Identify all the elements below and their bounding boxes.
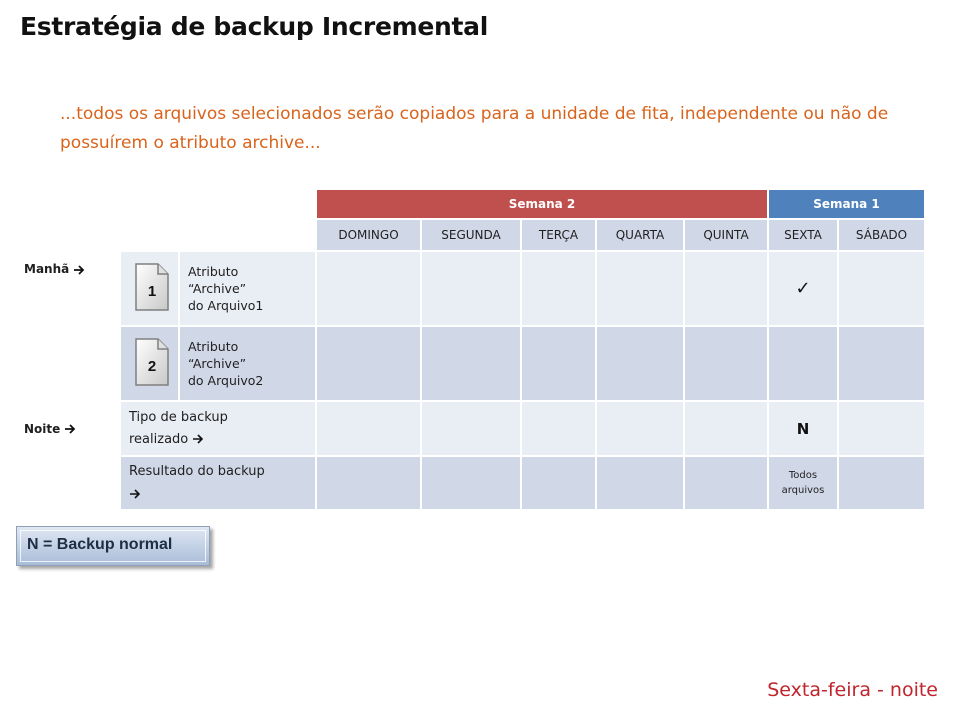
file-2-number: 2 xyxy=(147,358,157,375)
grid-cell xyxy=(316,456,421,510)
grid-cell xyxy=(684,326,768,401)
label-line: Resultado do backup xyxy=(129,464,265,479)
result-line: arquivos xyxy=(781,485,825,496)
grid-cell-sexta xyxy=(768,456,838,510)
day-header: TERÇA xyxy=(521,219,596,251)
grid-cell xyxy=(421,251,521,326)
grid-cell xyxy=(421,456,521,510)
grid-cell-sexta xyxy=(768,326,838,401)
backup-schedule-table xyxy=(16,188,926,511)
attr-line: “Archive” xyxy=(188,356,247,371)
label-line: realizado xyxy=(129,431,189,447)
page-title: Estratégia de backup Incremental xyxy=(20,12,489,41)
grid-cell-sexta xyxy=(768,401,838,456)
file-2-attribute-label xyxy=(179,326,316,401)
week-2-header: Semana 2 xyxy=(316,189,768,219)
check-icon: ✓ xyxy=(795,278,811,299)
grid-cell xyxy=(838,326,925,401)
grid-cell xyxy=(521,326,596,401)
footer-caption: Sexta-feira - noite xyxy=(767,679,938,701)
grid-cell xyxy=(596,456,684,510)
arrow-right-icon xyxy=(64,422,76,436)
grid-cell xyxy=(684,401,768,456)
grid-cell xyxy=(521,456,596,510)
arrow-right-icon xyxy=(129,486,141,501)
grid-cell xyxy=(316,326,421,401)
grid-cell xyxy=(684,456,768,510)
table-row xyxy=(17,456,925,510)
attr-line: do Arquivo1 xyxy=(188,298,264,313)
attr-line: do Arquivo2 xyxy=(188,373,264,388)
grid-cell xyxy=(316,401,421,456)
grid-cell xyxy=(684,251,768,326)
grid-cell xyxy=(596,251,684,326)
arrow-right-icon xyxy=(73,262,85,276)
arrow-right-icon xyxy=(192,432,204,447)
grid-cell xyxy=(421,401,521,456)
document-icon xyxy=(134,262,170,315)
grid-cell xyxy=(521,251,596,326)
grid-cell xyxy=(316,251,421,326)
table-row xyxy=(17,251,925,326)
legend-box xyxy=(16,526,210,566)
day-header: SEGUNDA xyxy=(421,219,521,251)
backup-type-label xyxy=(120,401,316,456)
grid-cell xyxy=(838,456,925,510)
grid-cell xyxy=(838,401,925,456)
table-corner xyxy=(17,219,316,251)
week-1-header: Semana 1 xyxy=(768,189,925,219)
day-header: QUINTA xyxy=(684,219,768,251)
day-header: QUARTA xyxy=(596,219,684,251)
table-corner xyxy=(17,189,316,219)
file-1-icon-cell xyxy=(120,251,179,326)
subtitle: ...todos os arquivos selecionados serão copiados para a unidade de fita, independente ou não de possuírem o atributo archive... xyxy=(60,104,889,153)
file-1-number: 1 xyxy=(147,283,157,300)
grid-cell-sexta xyxy=(768,251,838,326)
row-header-empty xyxy=(17,456,120,510)
grid-cell xyxy=(596,326,684,401)
backup-result-label xyxy=(120,456,316,510)
grid-cell xyxy=(421,326,521,401)
attr-line: Atributo xyxy=(188,264,239,279)
file-2-icon-cell xyxy=(120,326,179,401)
noite-label: Noite xyxy=(24,421,61,436)
grid-cell xyxy=(521,401,596,456)
document-icon xyxy=(134,337,170,390)
backup-type-value: N xyxy=(796,419,810,438)
day-header: SÁBADO xyxy=(838,219,925,251)
day-header: DOMINGO xyxy=(316,219,421,251)
row-header-manha xyxy=(17,251,120,401)
grid-cell xyxy=(838,251,925,326)
attr-line: “Archive” xyxy=(188,281,247,296)
label-line: Tipo de backup xyxy=(129,409,228,425)
result-line: Todos xyxy=(788,470,818,481)
attr-line: Atributo xyxy=(188,339,239,354)
legend-text: N = Backup normal xyxy=(27,536,173,553)
manha-label: Manhã xyxy=(24,262,70,276)
table-row xyxy=(17,326,925,401)
table-row xyxy=(17,401,925,456)
grid-cell xyxy=(596,401,684,456)
day-header: SEXTA xyxy=(768,219,838,251)
row-header-noite xyxy=(17,401,120,456)
file-1-attribute-label xyxy=(179,251,316,326)
